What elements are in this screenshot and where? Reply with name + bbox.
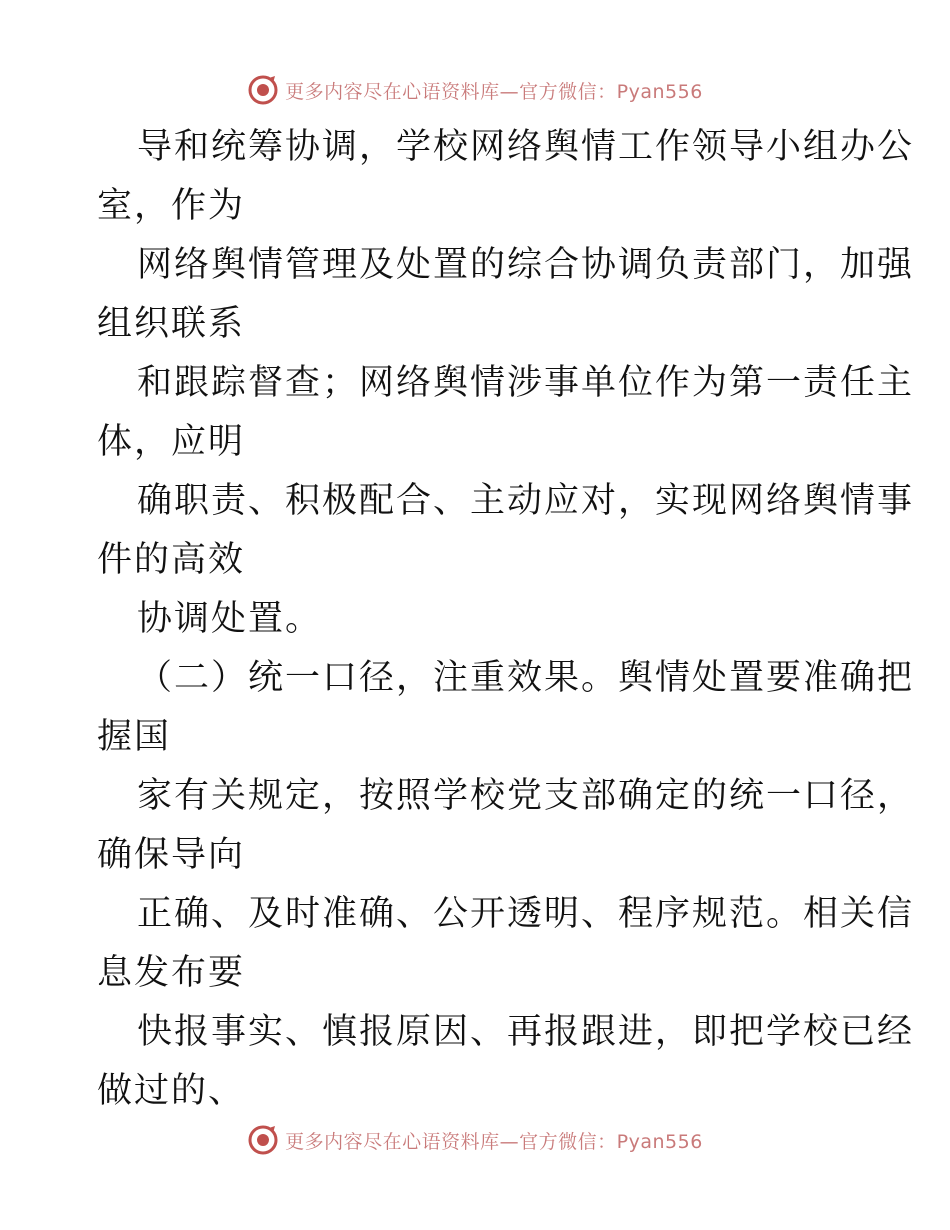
seal-logo-icon xyxy=(247,1124,279,1156)
text-line: 确职责、积极配合、主动应对，实现网络舆情事 xyxy=(137,481,915,521)
text-line: 做过的、 xyxy=(97,1071,246,1111)
header-banner xyxy=(0,70,950,110)
text-line: 体，应明 xyxy=(97,422,246,462)
text-line: （二）统一口径，注重效果。舆情处置要准确把 xyxy=(137,658,915,698)
text-line: 确保导向 xyxy=(97,835,246,875)
footer-banner-text: 更多内容尽在心语资料库—官方微信：Pyan556 xyxy=(285,1130,703,1153)
text-line: 协调处置。 xyxy=(137,599,323,639)
footer-banner xyxy=(0,1120,950,1160)
text-line: 握国 xyxy=(97,717,172,757)
text-line: 和跟踪督查；网络舆情涉事单位作为第一责任主 xyxy=(137,363,915,403)
text-line: 组织联系 xyxy=(97,304,246,344)
text-line: 导和统筹协调，学校网络舆情工作领导小组办公 xyxy=(137,127,915,167)
seal-logo-icon xyxy=(247,74,279,106)
text-line: 快报事实、慎报原因、再报跟进，即把学校已经 xyxy=(137,1012,915,1052)
text-line: 息发布要 xyxy=(97,953,246,993)
text-line: 室，作为 xyxy=(97,186,246,226)
text-line: 正确、及时准确、公开透明、程序规范。相关信 xyxy=(137,894,915,934)
header-banner-text: 更多内容尽在心语资料库—官方微信：Pyan556 xyxy=(285,80,703,103)
text-line: 家有关规定，按照学校党支部确定的统一口径， xyxy=(137,776,915,816)
text-line: 网络舆情管理及处置的综合协调负责部门，加强 xyxy=(137,245,915,285)
text-line: 件的高效 xyxy=(97,540,246,580)
document-body xyxy=(97,118,915,1121)
